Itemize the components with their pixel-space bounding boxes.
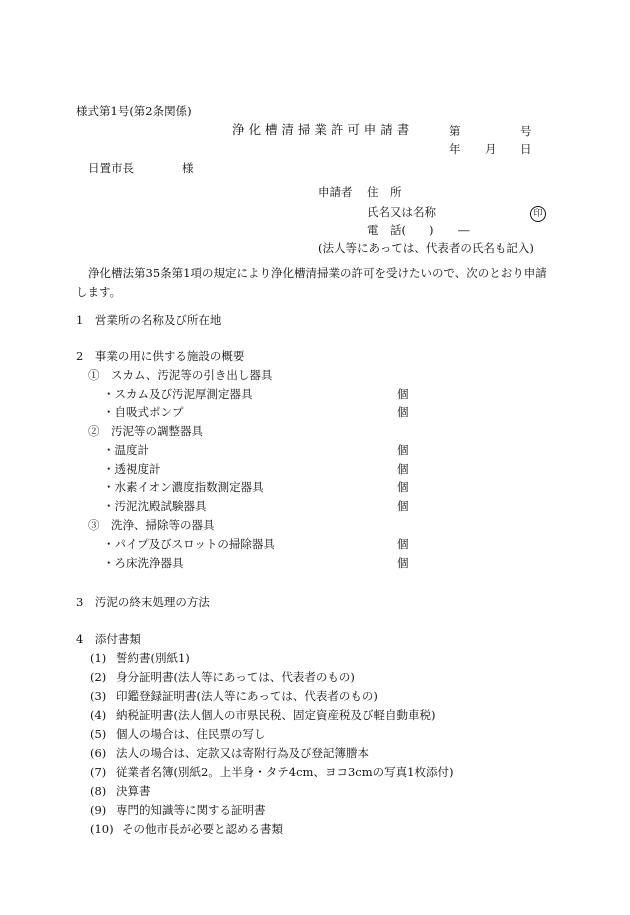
attachment-text: 従業者名簿(別紙2。上半身・タテ4cm、ヨコ3cmの写真1枚添付): [116, 765, 454, 779]
document-title: 浄 化 槽 清 掃 業 許 可 申 請 書: [232, 122, 410, 137]
phone-label: 電 話( ): [367, 223, 434, 237]
attachment-text: 身分証明書(法人等にあっては、代表者のもの): [116, 670, 355, 684]
equipment-item: ・透視度計: [103, 462, 161, 476]
equipment-item: ・スカム及び汚泥厚測定器具: [103, 387, 253, 401]
date-month: 月: [485, 142, 497, 156]
attachment-number: (4): [90, 708, 107, 722]
phone-dash: ―: [458, 223, 470, 237]
name-label: 氏名又は名称: [367, 205, 436, 219]
equipment-group-heading: ① スカム、汚泥等の引き出し器具: [88, 368, 273, 382]
equipment-item: ・汚泥沈殿試験器具: [103, 499, 207, 513]
attachment-number: (3): [90, 689, 107, 703]
intro-line-2: します。: [76, 285, 122, 299]
unit-label: 個: [397, 387, 409, 401]
attachment-number: (2): [90, 670, 107, 684]
equipment-group-heading: ② 汚泥等の調整器具: [88, 424, 203, 438]
attachment-number: (6): [90, 746, 107, 760]
section-2-heading: 2 事業の用に供する施設の概要: [76, 349, 245, 363]
section-4-heading: 4 添付書類: [76, 632, 141, 646]
unit-label: 個: [397, 443, 409, 457]
unit-label: 個: [397, 499, 409, 513]
intro-line-1: 浄化槽法第35条第1項の規定により浄化槽清掃業の許可を受けたいので、次のとおり申請: [88, 266, 547, 280]
attachment-text: 印鑑登録証明書(法人等にあっては、代表者のもの): [116, 689, 378, 703]
section-1-heading: 1 営業所の名称及び所在地: [76, 313, 222, 327]
date-year: 年: [449, 142, 461, 156]
attachment-number: (1): [90, 651, 107, 665]
attachment-number: (8): [90, 784, 107, 798]
applicant-label: 申請者: [318, 185, 353, 199]
unit-label: 個: [397, 462, 409, 476]
equipment-group-heading: ③ 洗浄、掃除等の器具: [88, 518, 215, 532]
attachment-number: (7): [90, 765, 107, 779]
equipment-item: ・温度計: [103, 443, 149, 457]
doc-no-prefix: 第: [449, 124, 461, 138]
attachment-text: 決算書: [116, 784, 151, 798]
section-3-heading: 3 汚泥の終末処理の方法: [76, 595, 210, 609]
form-number: 様式第1号(第2条関係): [76, 104, 192, 118]
addressee-honorific: 様: [182, 161, 194, 175]
unit-label: 個: [397, 556, 409, 570]
attachment-text: 専門的知識等に関する証明書: [116, 803, 266, 817]
seal-mark: 印: [530, 206, 546, 222]
date-day: 日: [520, 142, 532, 156]
attachment-text: 法人の場合は、定款又は寄附行為及び登記簿謄本: [116, 746, 369, 760]
attachment-number: (10): [90, 822, 114, 836]
unit-label: 個: [397, 405, 409, 419]
equipment-item: ・水素イオン濃度指数測定器具: [103, 480, 264, 494]
equipment-item: ・ろ床洗浄器具: [103, 556, 184, 570]
attachment-text: その他市長が必要と認める書類: [122, 822, 283, 836]
applicant-note: (法人等にあっては、代表者の氏名も記入): [318, 241, 534, 255]
attachment-number: (5): [90, 727, 107, 741]
address-label: 住 所: [367, 185, 402, 199]
unit-label: 個: [397, 537, 409, 551]
equipment-item: ・パイプ及びスロットの掃除器具: [103, 537, 275, 551]
attachment-text: 誓約書(別紙1): [116, 651, 190, 665]
addressee-name: 日置市長: [88, 161, 134, 175]
doc-no-suffix: 号: [520, 124, 532, 138]
unit-label: 個: [397, 480, 409, 494]
attachment-text: 納税証明書(法人個人の市県民税、固定資産税及び軽自動車税): [116, 708, 436, 722]
attachment-text: 個人の場合は、住民票の写し: [116, 727, 266, 741]
equipment-item: ・自吸式ポンプ: [103, 405, 184, 419]
attachment-number: (9): [90, 803, 107, 817]
